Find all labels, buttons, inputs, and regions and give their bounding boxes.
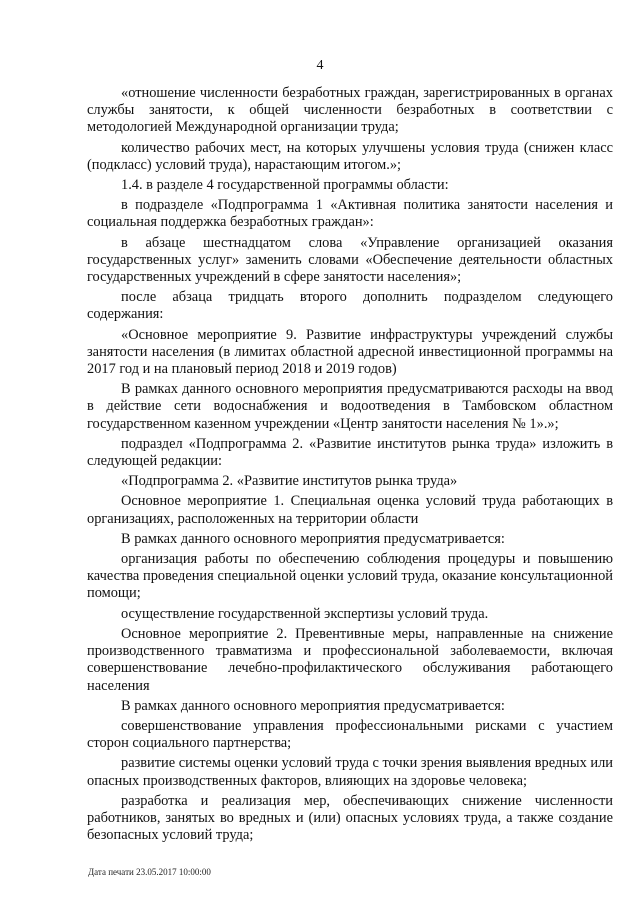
paragraph: после абзаца тридцать второго дополнить подразделом следующего содержания:	[87, 289, 613, 323]
paragraph: В рамках данного основного мероприятия предусматривается:	[121, 530, 505, 547]
paragraph: в абзаце шестнадцатом слова «Управление организацией оказания государственных услуг» заменить словами «Обеспечение деятельности областных государственных учреждений в сфере занятости населения»;	[87, 234, 613, 286]
page-number: 4	[316, 58, 324, 73]
paragraph: осуществление государственной экспертизы условий труда.	[121, 605, 489, 622]
paragraph: 1.4. в разделе 4 государственной программы области:	[121, 177, 449, 194]
paragraph: Основное мероприятие 1. Специальная оценка условий труда работающих в организациях, расположенных на территории области	[87, 493, 613, 527]
paragraph: организация работы по обеспечению соблюдения процедуры и повышению качества проведения специальной оценки условий труда, оказание консультационной помощи;	[87, 551, 613, 602]
paragraph: совершенствование управления профессиональными рисками с участием сторон социального партнерства;	[87, 717, 613, 752]
paragraph: «Основное мероприятие 9. Развитие инфраструктуры учреждений службы занятости населения (в лимитах областной адресной инвестиционной программы на 2017 год и на плановый период 2018 и 2019 годов)	[87, 326, 613, 378]
paragraph: Основное мероприятие 2. Превентивные меры, направленные на снижение производственного травматизма и профессиональной заболеваемости, включая совершенствование лечебно-профилактического обслуживания работающего населения	[87, 625, 613, 694]
paragraph: развитие системы оценки условий труда с точки зрения выявления вредных или опасных производственных факторов, влияющих на здоровье человека;	[87, 755, 613, 789]
paragraph: В рамках данного основного мероприятия предусматривается:	[121, 697, 505, 714]
section-heading: «Подпрограмма 2. «Развитие институтов рынка труда»	[121, 473, 458, 490]
paragraph: подраздел «Подпрограмма 2. «Развитие институтов рынка труда» изложить в следующей редакции:	[87, 435, 613, 470]
document-body	[87, 85, 613, 844]
paragraph: «отношение численности безработных граждан, зарегистрированных в органах службы занятости, к общей численности безработных в соответствии с методологией Международной организации труда;	[87, 85, 613, 136]
paragraph: В рамках данного основного мероприятия предусматриваются расходы на ввод в действие сети водоснабжения и водоотведения в Тамбовском областном государственном казенном учреждении «Центр занятости населения № 1».»;	[87, 381, 613, 432]
print-date-footer: Дата печати 23.05.2017 10:00:00	[88, 867, 211, 877]
paragraph: разработка и реализация мер, обеспечивающих снижение численности работников, занятых во вредных и (или) опасных условиях труда, а также создание безопасных условий труда;	[87, 792, 613, 844]
paragraph: количество рабочих мест, на которых улучшены условия труда (снижен класс (подкласс) условий труда), нарастающим итогом.»;	[87, 139, 613, 173]
paragraph: в подразделе «Подпрограмма 1 «Активная политика занятости населения и социальная поддержка безработных граждан»:	[87, 197, 613, 231]
